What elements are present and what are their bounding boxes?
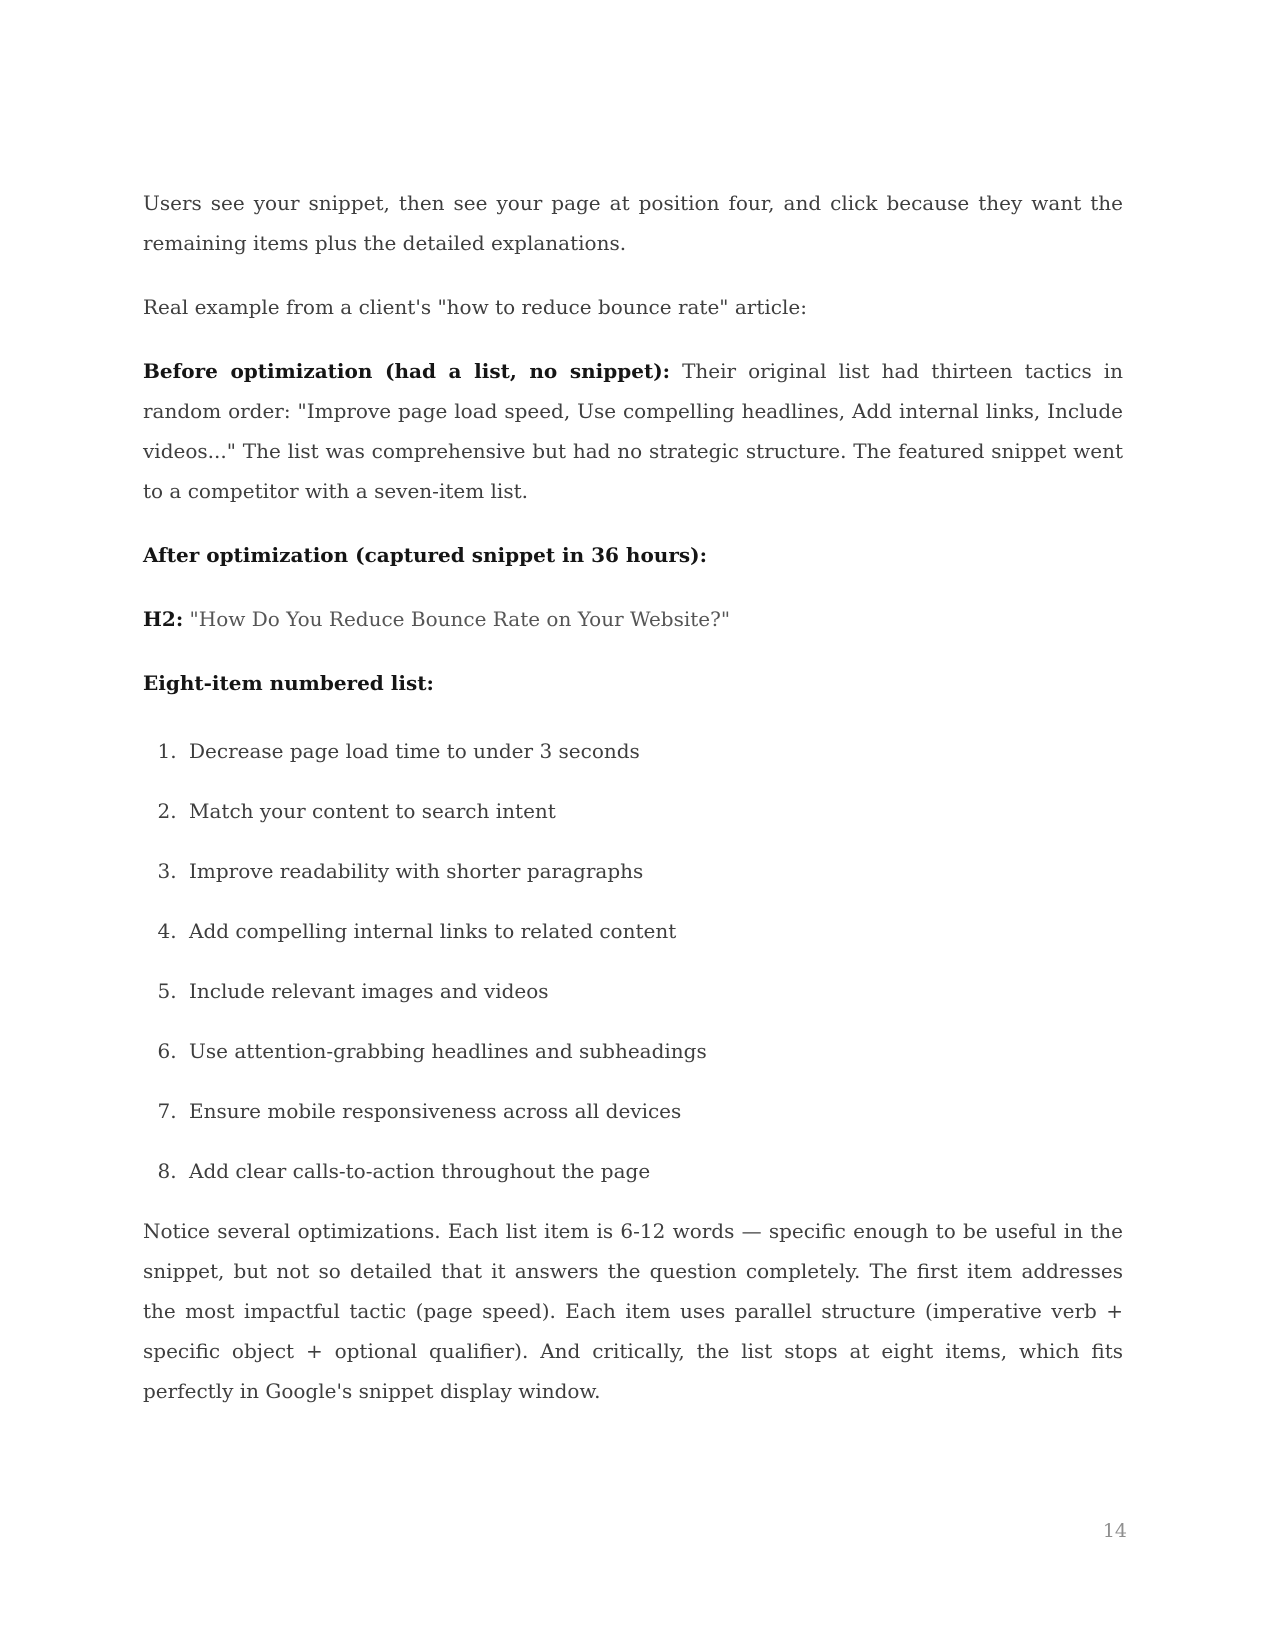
list-title-text: Eight-item numbered list: bbox=[143, 671, 434, 695]
list-item: 6. Use attention-grabbing headlines and subheadings bbox=[183, 1031, 1123, 1071]
before-optimization-lead: Before optimization (had a list, no snippet): bbox=[143, 359, 671, 383]
list-item: 7. Ensure mobile responsiveness across all devices bbox=[183, 1091, 1123, 1131]
list-item: 4. Add compelling internal links to related content bbox=[183, 911, 1123, 951]
list-item: 3. Improve readability with shorter paragraphs bbox=[183, 851, 1123, 891]
h2-label: H2: bbox=[143, 607, 184, 631]
paragraph-closing: Notice several optimizations. Each list item is 6-12 words — specific enough to be useful in the snippet, but not so detailed that it answers the question completely. The first item addresses the most impactful tactic (page speed). Each item uses parallel structure (imperative verb + specific object + optional qualifier). And critically, the list stops at eight items, which fits perfectly in Google's snippet display window. bbox=[143, 1219, 1123, 1403]
heading-list-title bbox=[143, 663, 1123, 703]
h2-quote: "How Do You Reduce Bounce Rate on Your Website?" bbox=[183, 607, 731, 631]
list-item: 5. Include relevant images and videos bbox=[183, 971, 1123, 1011]
list-item: 8. Add clear calls-to-action throughout the page bbox=[183, 1151, 1123, 1191]
page-number: 14 bbox=[1102, 1520, 1127, 1542]
numbered-list bbox=[143, 731, 1123, 1191]
before-optimization-text: Their original list had thirteen tactics in random order: "Improve page load speed, Use compelling headlines, Add internal links, Include videos..." The list was comprehensive but had no strategic structure. The featured snippet went to a competitor with a seven-item list. bbox=[143, 359, 1123, 503]
paragraph-intro: Users see your snippet, then see your page at position four, and click because they want the remaining items plus the detailed explanations. bbox=[143, 191, 1123, 255]
paragraph-h2-example bbox=[143, 599, 1123, 639]
paragraph-real-example: Real example from a client's "how to reduce bounce rate" article: bbox=[143, 295, 807, 319]
list-item: 1. Decrease page load time to under 3 seconds bbox=[183, 731, 1123, 771]
heading-after-optimization bbox=[143, 535, 1123, 575]
list-item: 2. Match your content to search intent bbox=[183, 791, 1123, 831]
paragraph-before-optimization bbox=[143, 351, 1123, 511]
after-optimization-heading-text: After optimization (captured snippet in 36 hours): bbox=[143, 543, 707, 567]
